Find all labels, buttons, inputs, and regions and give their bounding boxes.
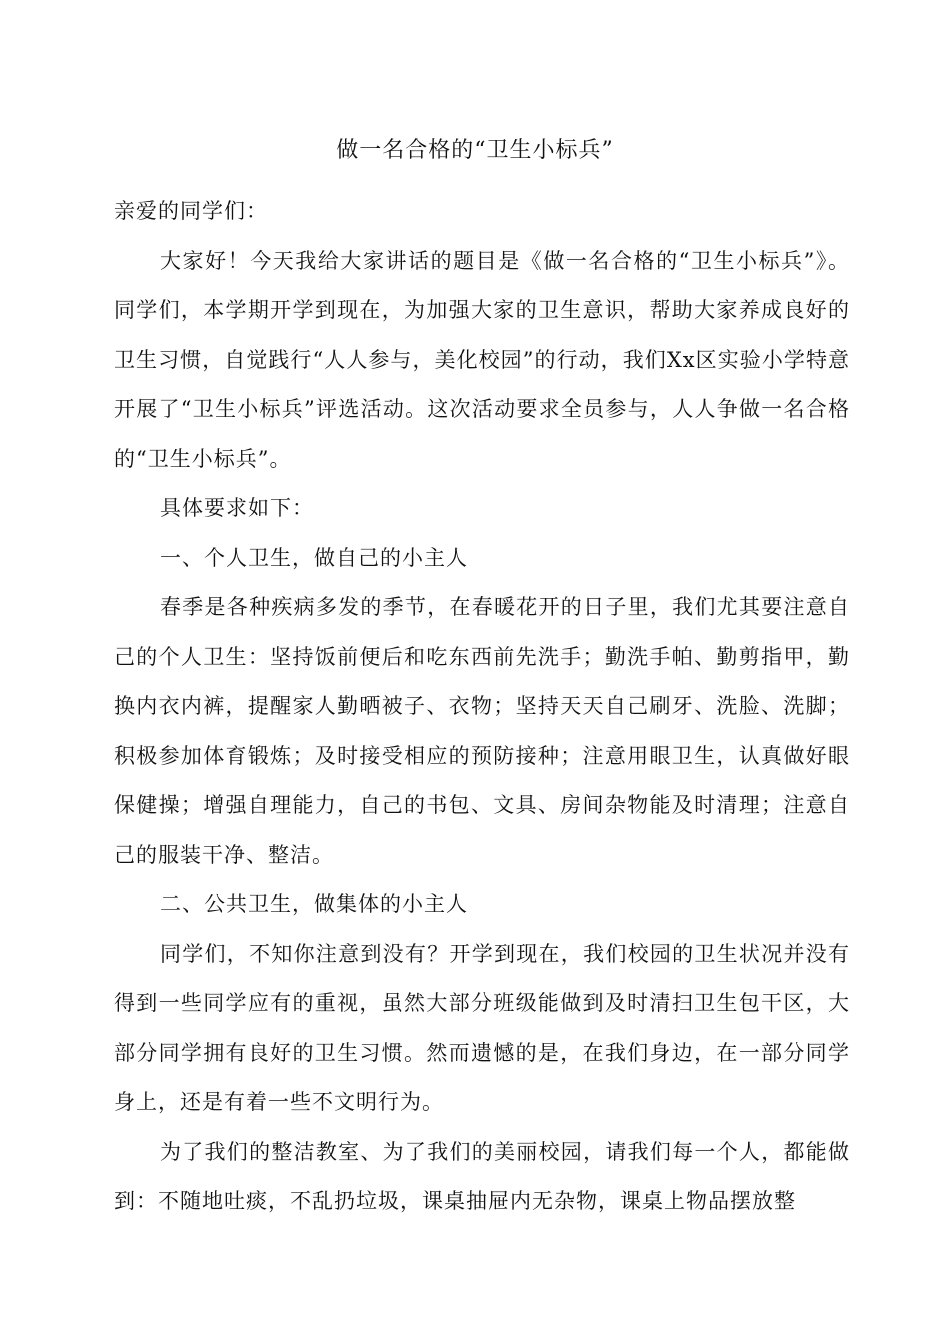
document-body xyxy=(114,187,850,1227)
section-heading-public-hygiene: 二、公共卫生，做集体的小主人 xyxy=(160,892,468,916)
section-heading-personal-hygiene: 一、个人卫生，做自己的小主人 xyxy=(160,545,468,570)
paragraph-requirements-heading: 具体要求如下： xyxy=(160,496,314,520)
paragraph-greeting: 亲爱的同学们： xyxy=(114,199,268,223)
paragraph-call-to-action: 为了我们的整洁教室、为了我们的美丽校园，请我们每一个人，都能做到：不随地吐痰，不乱扔垃圾，课桌抽屉内无杂物，课桌上物品摆放整 xyxy=(114,1139,850,1213)
document-title: 做一名合格的“卫生小标兵” xyxy=(336,138,614,163)
paragraph-personal-hygiene: 春季是各种疾病多发的季节，在春暖花开的日子里，我们尤其要注意自己的个人卫生：坚持饭前便后和吃东西前先洗手；勤洗手帕、勤剪指甲，勤换内衣内裤，提醒家人勤晒被子、衣物；坚持天天自己刷牙、洗脸、洗脚；积极参加体育锻炼；及时接受相应的预防接种；注意用眼卫生，认真做好眼保健操；增强自理能力，自己的书包、文具、房间杂物能及时清理；注意自己的服装干净、整洁。 xyxy=(114,595,850,867)
paragraph-public-hygiene: 同学们，不知你注意到没有？开学到现在，我们校园的卫生状况并没有得到一些同学应有的重视，虽然大部分班级能做到及时清扫卫生包干区，大部分同学拥有良好的卫生习惯。然而遗憾的是，在我们身边，在一部分同学身上，还是有着一些不文明行为。 xyxy=(114,941,850,1114)
paragraph-intro: 大家好！今天我给大家讲话的题目是《做一名合格的“卫生小标兵”》。 同学们，本学期开学到现在，为加强大家的卫生意识，帮助大家养成良好的卫生习惯，自觉践行“人人参与，美化校园”的行动，我们Xx区实验小学特意开展了“卫生小标兵”评选活动。这次活动要求全员参与，人人争做一名合格的“卫生小标兵”。 xyxy=(114,248,850,471)
